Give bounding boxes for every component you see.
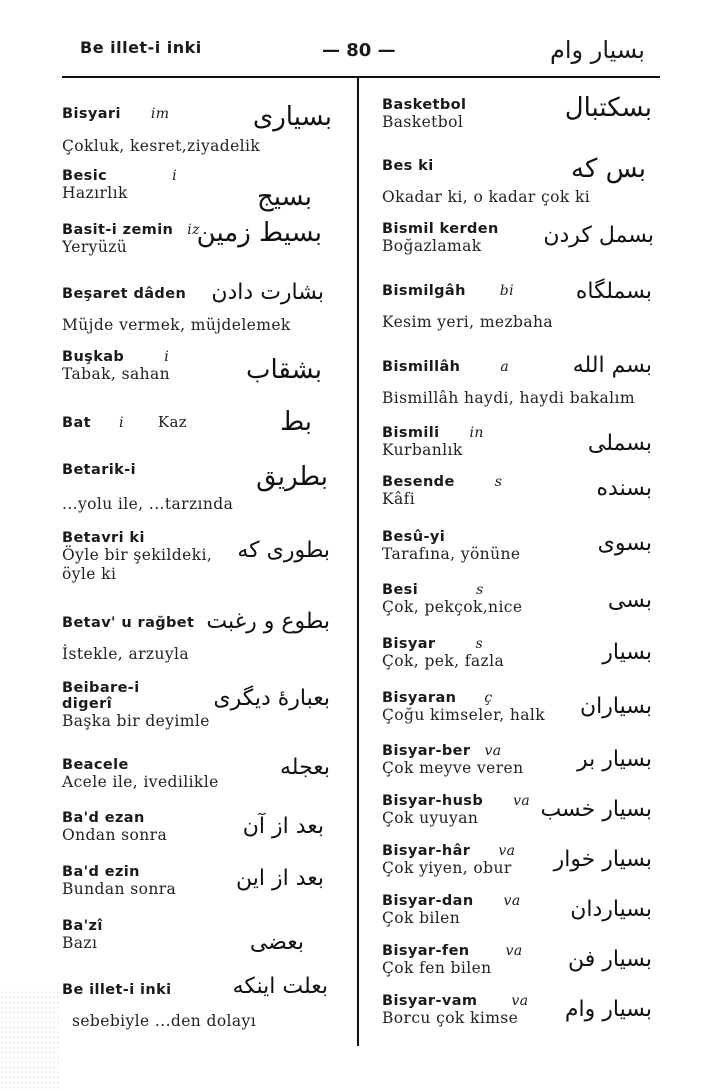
entry-gloss: Borcu çok kimse: [382, 1009, 519, 1027]
running-header-left: Be illet-i inki: [80, 38, 202, 57]
dictionary-entry: [382, 474, 662, 509]
entry-headword: Bes ki: [382, 158, 434, 174]
entry-arabic: بسیاران: [580, 694, 652, 719]
dictionary-entry: [62, 102, 352, 156]
entry-arabic: بسملگاه: [575, 279, 652, 304]
entry-arabic: بط: [280, 407, 312, 437]
entry-headword: Besû-yi: [382, 529, 446, 545]
entry-gloss: Çok yiyen, obur: [382, 859, 512, 877]
dictionary-entry: [382, 279, 662, 332]
entry-gloss: Çok, pek, fazla: [382, 652, 505, 670]
entry-gloss: Çok bilen: [382, 909, 461, 927]
dictionary-entry: [382, 154, 662, 207]
entry-arabic: بسیار خسب: [540, 797, 652, 822]
entry-headword: Betarik-i: [62, 462, 136, 478]
entry-gloss: Hazırlık: [62, 184, 128, 202]
entry-arabic: بسم الله: [572, 353, 652, 378]
entry-headword: Bismilgâh: [382, 283, 466, 299]
entry-arabic: بسکتبال: [564, 93, 652, 123]
entry-arabic: بعلت اینکه: [232, 974, 328, 999]
entry-headword: Bismili: [382, 425, 440, 441]
dictionary-entry: [62, 680, 352, 731]
entry-headword: Bisyar-hâr: [382, 843, 471, 859]
dictionary-entry: [382, 743, 662, 778]
dictionary-entry: [382, 93, 662, 132]
entry-arabic: بسمل کردن: [543, 223, 654, 248]
entry-pos: in: [469, 425, 484, 441]
entry-headword: Bisyar-fen: [382, 943, 470, 959]
entry-pos: iz: [187, 222, 200, 238]
entry-gloss: Başka bir deyimle: [62, 712, 210, 730]
entry-gloss: Bazı: [62, 934, 98, 952]
entry-pos: i: [172, 168, 177, 184]
entry-headword: Basketbol: [382, 97, 467, 113]
entry-gloss: Yeryüzü: [62, 238, 128, 256]
entry-arabic: بسیار: [602, 640, 652, 665]
dictionary-entry: [62, 609, 352, 664]
entry-gloss: öyle ki: [62, 565, 117, 583]
entry-headword: Bisyari: [62, 106, 121, 122]
header-rule: [62, 76, 660, 78]
entry-headword: Beibare-i: [62, 680, 140, 696]
dictionary-entry: [382, 993, 662, 1028]
entry-pos: ç: [484, 690, 493, 706]
dictionary-entry: [62, 810, 352, 845]
entry-headword: Betav' u rağbet: [62, 615, 195, 631]
entry-arabic: بطوع و رغبت: [206, 609, 330, 634]
dictionary-entry: [382, 893, 662, 928]
entry-gloss: Çok, pekçok,nice: [382, 598, 523, 616]
entry-headword: Buşkab: [62, 349, 125, 365]
entry-gloss: İstekle, arzuyla: [62, 645, 190, 663]
dictionary-entry: [62, 864, 352, 899]
entry-headword: Be illet-i inki: [62, 982, 172, 998]
entry-headword: Ba'zî: [62, 918, 103, 934]
entry-gloss: Bismillâh haydi, haydi bakalım: [382, 389, 635, 407]
entry-pos: va: [513, 793, 531, 809]
column-divider: [357, 78, 359, 1046]
entry-gloss: sebebiyle ...den dolayı: [72, 1012, 257, 1030]
entry-arabic: بشقاب: [246, 355, 322, 385]
entry-pos: i: [118, 415, 124, 431]
entry-headword: Besi: [382, 582, 419, 598]
page-number: — 80 —: [322, 40, 396, 61]
dictionary-entry: [62, 218, 352, 257]
entry-gloss: ...yolu ile, ...tarzında: [62, 495, 234, 513]
entry-pos: i: [164, 349, 170, 365]
entry-pos: va: [498, 843, 516, 859]
dictionary-entry: [62, 280, 352, 335]
entry-headword: Bisyar: [382, 636, 436, 652]
scan-noise: [0, 990, 60, 1090]
entry-headword: Bismillâh: [382, 359, 461, 375]
entry-headword: Bismil kerden: [382, 221, 499, 237]
dictionary-entry: [62, 349, 352, 384]
entry-pos: va: [511, 993, 529, 1009]
entry-gloss: Kesim yeri, mezbaha: [382, 313, 554, 331]
entry-gloss: Çoğu kimseler, halk: [382, 706, 546, 724]
entry-pos: s: [494, 474, 503, 490]
entry-arabic: بسیار خوار: [553, 847, 652, 872]
entry-gloss: Bundan sonra: [62, 880, 177, 898]
entry-arabic: بسیج: [256, 182, 312, 212]
entry-gloss: Okadar ki, o kadar çok ki: [382, 188, 591, 206]
entry-arabic: بسیار بر: [577, 747, 652, 772]
entry-gloss: Kâfi: [382, 490, 416, 508]
dictionary-entry: [62, 530, 352, 584]
dictionary-entry: [382, 425, 662, 460]
entry-gloss: Boğazlamak: [382, 237, 482, 255]
dictionary-entry: [62, 462, 352, 514]
entry-pos: va: [503, 893, 521, 909]
entry-gloss: Basketbol: [382, 113, 464, 131]
dictionary-entry: [62, 168, 352, 212]
entry-arabic: بعد از این: [236, 866, 324, 891]
entry-headword: Bisyar-dan: [382, 893, 474, 909]
entry-gloss: Müjde vermek, müjdelemek: [62, 316, 291, 334]
entry-pos: va: [484, 743, 502, 759]
entry-gloss: Çok uyuyan: [382, 809, 479, 827]
dictionary-entry: [382, 843, 662, 878]
entry-headword: Beacele: [62, 757, 129, 773]
entry-arabic: بطریق: [256, 462, 328, 492]
entry-arabic: بشارت دادن: [211, 280, 324, 305]
dictionary-entry: [62, 974, 352, 1031]
entry-arabic: بسیط زمین: [196, 218, 322, 248]
entry-arabic: بعجله: [279, 755, 330, 780]
entry-headword: Bat: [62, 415, 91, 431]
entry-arabic: بس که: [571, 154, 646, 184]
entry-gloss: Öyle bir şekildeki,: [62, 546, 213, 564]
entry-headword: Besic: [62, 168, 108, 184]
running-header-right: بسیار وام: [550, 36, 645, 64]
entry-arabic: بسی: [607, 588, 652, 613]
entry-headword-cont: digerî: [62, 696, 113, 712]
entry-arabic: بعد از آن: [242, 814, 324, 839]
entry-gloss: Acele ile, ivedilikle: [62, 773, 219, 791]
entry-gloss: Kurbanlık: [382, 441, 463, 459]
entry-arabic: بسیاری: [252, 102, 332, 132]
entry-headword: Beşaret dâden: [62, 286, 187, 302]
entry-headword: Bisyar-husb: [382, 793, 484, 809]
entry-arabic: بسیار فن: [568, 947, 652, 972]
entry-headword: Bisyaran: [382, 690, 457, 706]
entry-headword: Ba'd ezin: [62, 864, 140, 880]
dictionary-entry: [382, 529, 662, 564]
entry-gloss: Tarafına, yönüne: [382, 545, 521, 563]
dictionary-entry: [62, 407, 352, 437]
entry-pos: bi: [499, 283, 515, 299]
entry-headword: Ba'd ezan: [62, 810, 145, 826]
entry-arabic: بسیار وام: [564, 997, 652, 1022]
dictionary-entry: [382, 943, 662, 978]
entry-pos: s: [476, 582, 484, 598]
entry-arabic: بسوی: [597, 531, 652, 556]
dictionary-entry: [382, 793, 662, 828]
entry-headword: Basit-i zemin: [62, 222, 174, 238]
entry-arabic: بعضی: [249, 930, 304, 955]
entry-pos: im: [150, 106, 170, 122]
dictionary-entry: [382, 636, 662, 671]
entry-pos: va: [505, 943, 523, 959]
entry-gloss: Çokluk, kesret,ziyadelik: [62, 137, 261, 155]
entry-headword: Betavri ki: [62, 530, 145, 546]
entry-gloss: Çok fen bilen: [382, 959, 492, 977]
entry-arabic: بسملی: [587, 431, 652, 456]
dictionary-entry: [382, 353, 662, 408]
entry-arabic: بطوری که: [237, 538, 330, 563]
dictionary-entry: [62, 757, 352, 792]
entry-gloss: Tabak, sahan: [62, 365, 170, 383]
entry-pos: s: [475, 636, 484, 652]
entry-gloss: Ondan sonra: [62, 826, 168, 844]
entry-arabic: بعبارهٔ دیگری: [213, 686, 330, 711]
entry-arabic: بسیاردان: [570, 897, 652, 922]
entry-pos: a: [500, 359, 510, 375]
dictionary-entry: [382, 582, 662, 617]
entry-arabic: بسنده: [596, 476, 652, 501]
dictionary-entry: [62, 918, 352, 953]
dictionary-entry: [382, 690, 662, 725]
entry-headword: Bisyar-ber: [382, 743, 471, 759]
entry-headword: Besende: [382, 474, 455, 490]
dictionary-entry: [382, 221, 662, 256]
entry-gloss: Çok meyve veren: [382, 759, 524, 777]
entry-headword: Bisyar-vam: [382, 993, 478, 1009]
entry-gloss-inline: Kaz: [157, 413, 188, 431]
